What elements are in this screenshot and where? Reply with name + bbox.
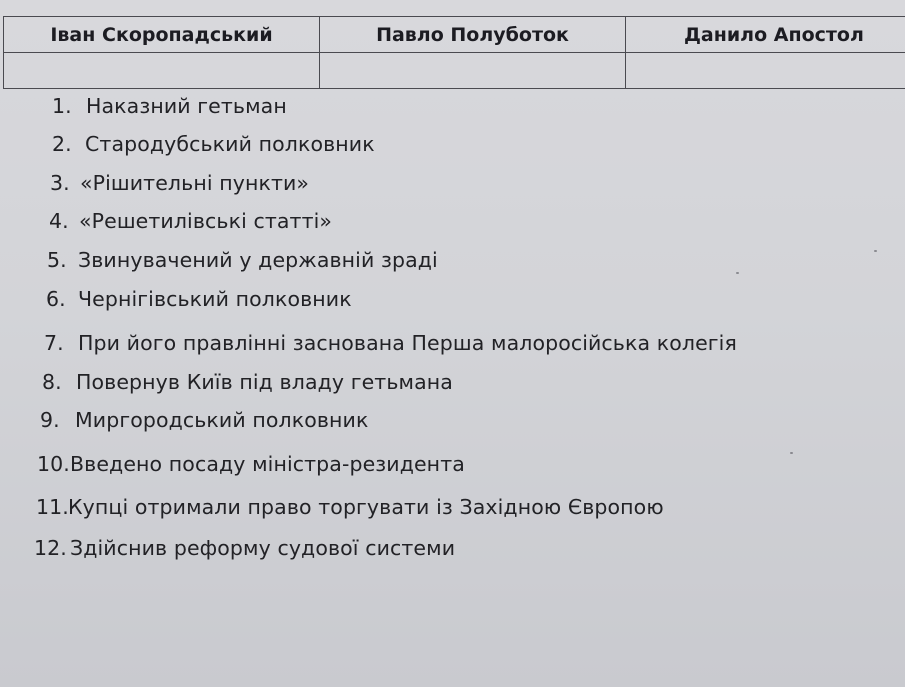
item-number: 4.: [49, 209, 69, 233]
list-item: [44, 331, 737, 355]
answer-cell-polubotok[interactable]: [320, 53, 626, 89]
item-text: Стародубський полковник: [85, 132, 375, 156]
list-item: [50, 171, 309, 195]
item-text: Миргородський полковник: [75, 408, 369, 432]
list-item: [42, 370, 453, 394]
table-answer-row: [4, 53, 905, 89]
item-number: 7.: [44, 331, 64, 355]
item-text: Купці отримали право торгувати із Західною Європою: [68, 495, 664, 519]
answer-table: [3, 16, 905, 89]
item-text: Здійснив реформу судової системи: [70, 536, 456, 560]
header-skoropadskyi: Іван Скоропадський: [4, 17, 320, 53]
paper-speck: [874, 250, 877, 252]
item-text: Введено посаду міністра-резидента: [70, 452, 465, 476]
item-text: «Решетилівські статті»: [79, 209, 333, 233]
list-item: [40, 408, 368, 432]
list-item: [49, 209, 332, 233]
answer-cell-skoropadskyi[interactable]: [4, 53, 320, 89]
table-header-row: [4, 17, 905, 53]
list-item: [37, 452, 465, 476]
item-number: 8.: [42, 370, 62, 394]
item-text: «Рішительні пункти»: [80, 171, 310, 195]
item-text: При його правлінні заснована Перша малоросійська колегія: [78, 331, 737, 355]
item-number: 5.: [47, 248, 67, 272]
item-number: 11.: [36, 495, 69, 519]
item-number: 6.: [46, 287, 66, 311]
item-number: 12.: [34, 536, 67, 560]
item-number: 1.: [52, 94, 72, 118]
item-text: Повернув Київ під владу гетьмана: [76, 370, 453, 394]
answer-cell-apostol[interactable]: [626, 53, 905, 89]
list-item: [46, 287, 352, 311]
item-text: Чернігівський полковник: [78, 287, 352, 311]
paper-speck: [790, 452, 793, 454]
list-item: [34, 536, 455, 560]
item-number: 10.: [37, 452, 70, 476]
item-number: 9.: [40, 408, 60, 432]
item-number: 2.: [52, 132, 72, 156]
paper-speck: [736, 272, 739, 274]
item-text: Наказний гетьман: [86, 94, 287, 118]
header-polubotok: Павло Полуботок: [320, 17, 626, 53]
list-item: [36, 495, 664, 519]
list-item: [52, 94, 287, 118]
list-item: [47, 248, 438, 272]
item-text: Звинувачений у державній зраді: [78, 248, 438, 272]
header-apostol: Данило Апостол: [626, 17, 905, 53]
item-number: 3.: [50, 171, 70, 195]
list-item: [52, 132, 375, 156]
